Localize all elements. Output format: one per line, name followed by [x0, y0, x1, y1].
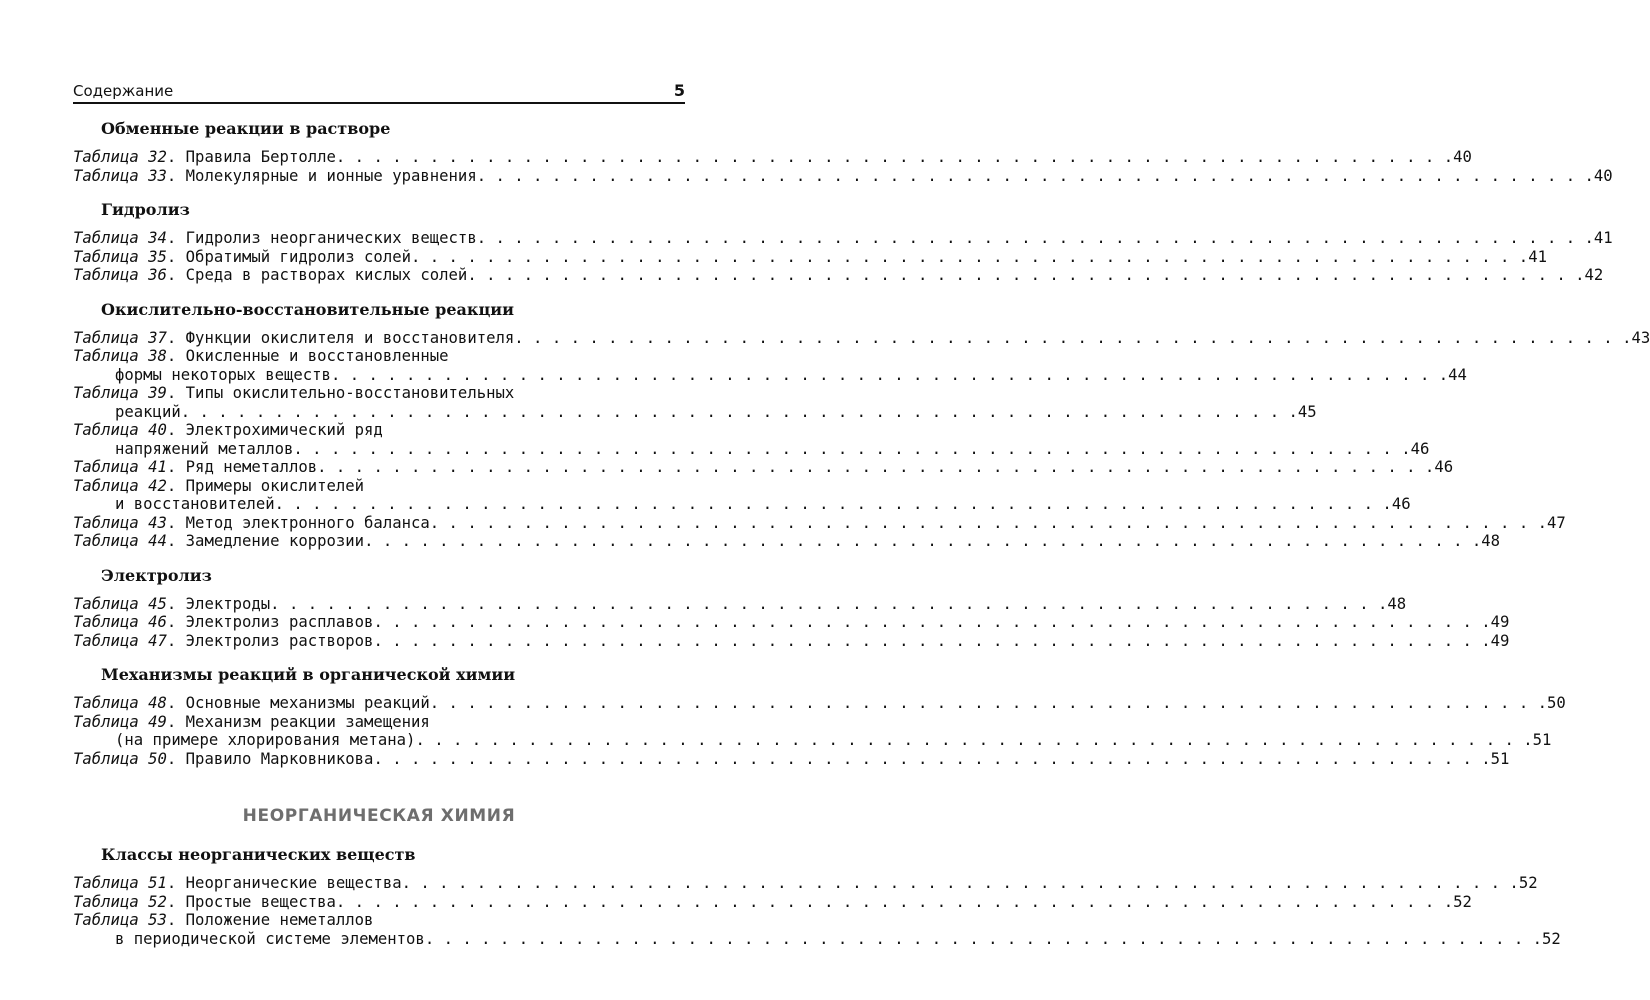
page-ref: 45	[1297, 402, 1317, 421]
label-separator: .	[166, 229, 186, 247]
table-label: Таблица 35	[73, 247, 167, 266]
label-separator: .	[166, 874, 186, 892]
toc-section	[73, 844, 1561, 948]
dot-leader: . . . . . . . . . . . . . . . . . . . . . . . . . . . . . . . . . . . . . . . . . . . . . . . . . . . . . . . . . . . .	[330, 365, 1449, 384]
label-separator: .	[166, 166, 186, 185]
toc-entry	[73, 458, 1454, 477]
toc-sections	[73, 118, 1650, 768]
page-ref: 51	[1532, 731, 1552, 749]
entry-line	[73, 731, 1552, 750]
label-separator: .	[166, 247, 186, 266]
toc-entry	[73, 148, 1472, 167]
entry-line	[73, 439, 1430, 459]
label-separator: .	[166, 347, 186, 365]
toc-entry	[73, 229, 1613, 248]
entry-line	[73, 328, 1650, 348]
table-label: Таблица 40	[73, 421, 167, 439]
page-ref: 52	[1518, 874, 1538, 892]
toc-entry	[73, 594, 1407, 614]
table-label: Таблица 44	[73, 532, 167, 550]
toc-entry	[73, 694, 1566, 713]
table-label: Таблица 38	[73, 347, 167, 365]
entry-line	[73, 247, 1547, 267]
table-label: Таблица 48	[73, 694, 167, 712]
entry-title: Правила Бертолле	[185, 148, 336, 166]
toc-section	[73, 299, 1650, 551]
toc-section	[73, 118, 1613, 185]
dot-leader: . . . . . . . . . . . . . . . . . . . . . . . . . . . . . . . . . . . . . . . . . . . . . . . . . . . . . . . . . . . .	[364, 532, 1482, 550]
page-ref: 40	[1593, 166, 1613, 185]
toc-entry	[73, 384, 1317, 421]
dot-leader: . . . . . . . . . . . . . . . . . . . . . . . . . . . . . . . . . . . . . . . . . . . . . . . . . . . . . . . . . . . .	[180, 402, 1298, 421]
entry-title: Типы окислительно-восстановительных	[185, 384, 515, 402]
entry-title: формы некоторых веществ	[115, 365, 331, 384]
label-separator: .	[166, 694, 186, 712]
toc-entry	[73, 328, 1650, 348]
page-ref: 46	[1410, 439, 1430, 458]
page-ref: 52	[1542, 929, 1561, 948]
entry-title: Правило Марковникова	[185, 749, 374, 768]
table-label: Таблица 37	[73, 328, 167, 347]
page-ref: 47	[1546, 513, 1566, 532]
label-separator: .	[166, 594, 186, 613]
toc-entry	[73, 532, 1501, 551]
entry-line	[73, 713, 685, 732]
entry-title: Электролиз растворов	[185, 631, 374, 650]
entry-title: Простые вещества	[185, 892, 336, 911]
toc-entry	[73, 749, 1510, 769]
entry-line	[73, 594, 1407, 614]
page-ref: 51	[1490, 749, 1510, 768]
page-ref: 41	[1593, 229, 1613, 247]
dot-leader: . . . . . . . . . . . . . . . . . . . . . . . . . . . . . . . . . . . . . . . . . . . . . . . . . . . . . . . . . . . .	[429, 513, 1547, 532]
entry-title: Функции окислителя и восстановителя	[185, 328, 515, 347]
page-ref: 48	[1481, 532, 1501, 550]
toc-entry	[73, 421, 1430, 458]
entry-line	[73, 495, 1411, 514]
table-label: Таблица 46	[73, 613, 167, 631]
entry-line	[73, 402, 1317, 422]
entry-title: в периодической системе элементов	[115, 929, 425, 948]
toc-section	[73, 199, 1613, 285]
label-separator: .	[166, 911, 186, 929]
entry-title: реакций	[115, 402, 181, 421]
dot-leader: . . . . . . . . . . . . . . . . . . . . . . . . . . . . . . . . . . . . . . . . . . . . . . . . . . . . . . . . . . . .	[424, 929, 1543, 948]
section-title: Гидролиз	[101, 200, 190, 219]
page-ref: 46	[1434, 458, 1454, 476]
label-separator: .	[166, 421, 186, 439]
dot-leader: . . . . . . . . . . . . . . . . . . . . . . . . . . . . . . . . . . . . . . . . . . . . . . . . . . . . . . . . . . . .	[335, 892, 1454, 911]
section-title: Окислительно-восстановительные реакции	[101, 299, 515, 319]
entry-line	[73, 874, 1538, 893]
toc-entry	[73, 266, 1604, 285]
label-separator: .	[166, 266, 186, 284]
entry-line	[73, 892, 1472, 912]
page-ref: 52	[1453, 892, 1472, 911]
entry-line	[73, 911, 685, 930]
entry-line	[73, 365, 1467, 385]
dot-leader: . . . . . . . . . . . . . . . . . . . . . . . . . . . . . . . . . . . . . . . . . . . . . . . . . . . . . . . . . . . .	[317, 458, 1435, 476]
entry-title: Электролиз расплавов	[185, 613, 374, 631]
table-label: Таблица 53	[73, 911, 167, 929]
toc-entry	[73, 476, 1411, 514]
entry-title: Среда в растворах кислых солей	[185, 266, 468, 284]
entry-title: Обратимый гидролиз солей	[185, 247, 411, 266]
entry-line	[73, 421, 685, 440]
section-title: Обменные реакции в растворе	[101, 119, 391, 138]
page-ref: 46	[1391, 495, 1411, 513]
page-ref: 41	[1528, 247, 1547, 266]
toc-entry	[73, 166, 1613, 186]
label-separator: .	[166, 148, 186, 166]
table-label: Таблица 36	[73, 266, 167, 284]
toc-entry	[73, 347, 1467, 384]
entry-line	[73, 613, 1510, 632]
dot-leader: . . . . . . . . . . . . . . . . . . . . . . . . . . . . . . . . . . . . . . . . . . . . . . . . . . . . . . . . . . . .	[415, 731, 1533, 749]
table-label: Таблица 50	[73, 749, 167, 768]
label-separator: .	[166, 476, 186, 495]
table-label: Таблица 32	[73, 148, 167, 166]
table-label: Таблица 49	[73, 712, 167, 731]
dot-leader: . . . . . . . . . . . . . . . . . . . . . . . . . . . . . . . . . . . . . . . . . . . . . . . . . . . . . . . . . . . .	[429, 694, 1547, 712]
label-separator: .	[166, 458, 186, 476]
entry-title: напряжений металлов	[115, 439, 294, 458]
dot-leader: . . . . . . . . . . . . . . . . . . . . . . . . . . . . . . . . . . . . . . . . . . . . . . . . . . . . . . . . . . . .	[411, 247, 1529, 266]
dot-leader: . . . . . . . . . . . . . . . . . . . . . . . . . . . . . . . . . . . . . . . . . . . . . . . . . . . . . . . . . . . .	[335, 148, 1454, 166]
dot-leader: . . . . . . . . . . . . . . . . . . . . . . . . . . . . . . . . . . . . . . . . . . . . . . . . . . . . . . . . . . . .	[476, 166, 1594, 185]
label-separator: .	[166, 384, 186, 402]
entry-line	[73, 229, 1613, 248]
entry-title: Гидролиз неорганических веществ	[185, 229, 477, 247]
table-label: Таблица 47	[73, 631, 167, 650]
entry-line	[73, 477, 685, 496]
entry-line	[73, 631, 1510, 651]
entry-title: Неорганические вещества	[185, 874, 402, 892]
page-ref: 50	[1546, 694, 1566, 712]
page-ref: 44	[1448, 365, 1467, 384]
entry-line	[73, 532, 1501, 551]
table-label: Таблица 52	[73, 892, 167, 911]
label-separator: .	[166, 532, 186, 550]
table-label: Таблица 51	[73, 874, 167, 892]
entry-line	[73, 513, 1566, 533]
table-label: Таблица 34	[73, 229, 167, 247]
toc-page	[73, 76, 1650, 948]
table-label: Таблица 45	[73, 594, 167, 613]
label-separator: .	[166, 631, 186, 650]
dot-leader: . . . . . . . . . . . . . . . . . . . . . . . . . . . . . . . . . . . . . . . . . . . . . . . . . . . . . . . . . . . .	[293, 439, 1411, 458]
section-title: Электролиз	[101, 565, 212, 585]
dot-leader: . . . . . . . . . . . . . . . . . . . . . . . . . . . . . . . . . . . . . . . . . . . . . . . . . . . . . . . . . . . .	[476, 229, 1594, 247]
label-separator: .	[166, 613, 186, 631]
label-separator: .	[166, 712, 186, 731]
dot-leader: . . . . . . . . . . . . . . . . . . . . . . . . . . . . . . . . . . . . . . . . . . . . . . . . . . . . . . . . . . . .	[373, 631, 1491, 650]
entry-title: Основные механизмы реакций	[185, 694, 430, 712]
table-label: Таблица 42	[73, 476, 167, 495]
table-label: Таблица 41	[73, 458, 167, 476]
page-number: 5	[673, 81, 685, 100]
entry-line	[73, 347, 685, 366]
section-title: Классы неорганических веществ	[101, 845, 416, 864]
toc-entry	[73, 874, 1538, 893]
page-ref: 49	[1490, 613, 1510, 631]
page-ref: 42	[1584, 266, 1604, 284]
toc-section	[73, 565, 1510, 651]
running-head	[73, 76, 685, 104]
toc-entry	[73, 892, 1472, 912]
entry-line	[73, 694, 1566, 713]
entry-line	[73, 166, 1613, 186]
toc-entry	[73, 631, 1510, 651]
entry-title: Замедление коррозии	[185, 532, 365, 550]
entry-title: Метод электронного баланса	[185, 513, 430, 532]
entry-title: Примеры окислителей	[185, 476, 365, 495]
entry-line	[73, 458, 1454, 477]
dot-leader: . . . . . . . . . . . . . . . . . . . . . . . . . . . . . . . . . . . . . . . . . . . . . . . . . . . . . . . . . . . .	[373, 613, 1491, 631]
toc-sections-inorganic	[73, 844, 1561, 948]
table-label: Таблица 43	[73, 513, 167, 532]
entry-line	[73, 148, 1472, 167]
dot-leader: . . . . . . . . . . . . . . . . . . . . . . . . . . . . . . . . . . . . . . . . . . . . . . . . . . . . . . . . . . . .	[373, 749, 1491, 768]
table-label: Таблица 33	[73, 166, 167, 185]
entry-title: (на примере хлорирования метана)	[115, 731, 416, 749]
entry-title: Положение неметаллов	[185, 911, 374, 929]
toc-entry	[73, 613, 1510, 632]
label-separator: .	[166, 328, 186, 347]
page-ref: 49	[1490, 631, 1510, 650]
dot-leader: . . . . . . . . . . . . . . . . . . . . . . . . . . . . . . . . . . . . . . . . . . . . . . . . . . . . . . . . . . . .	[270, 594, 1388, 613]
page-ref: 48	[1387, 594, 1407, 613]
entry-title: Окисленные и восстановленные	[185, 347, 449, 365]
entry-title: Электрохимический ряд	[185, 421, 383, 439]
toc-section	[73, 664, 1566, 768]
toc-entry	[73, 247, 1547, 267]
page-ref: 43	[1631, 328, 1650, 347]
entry-line	[73, 266, 1604, 285]
dot-leader: . . . . . . . . . . . . . . . . . . . . . . . . . . . . . . . . . . . . . . . . . . . . . . . . . . . . . . . . . . . .	[274, 495, 1392, 513]
entry-line	[73, 749, 1510, 769]
toc-entry	[73, 513, 1566, 533]
page-ref: 40	[1453, 148, 1472, 166]
entry-title: Молекулярные и ионные уравнения	[185, 166, 477, 185]
table-label: Таблица 39	[73, 384, 167, 402]
entry-title: и восстановителей	[115, 495, 275, 513]
section-title: Механизмы реакций в органической химии	[101, 665, 516, 684]
toc-entry	[73, 712, 1552, 750]
entry-line	[73, 929, 1561, 949]
label-separator: .	[166, 892, 186, 911]
entry-title: Ряд неметаллов	[185, 458, 318, 476]
entry-title: Механизм реакции замещения	[185, 712, 430, 731]
dot-leader: . . . . . . . . . . . . . . . . . . . . . . . . . . . . . . . . . . . . . . . . . . . . . . . . . . . . . . . . . . . .	[467, 266, 1585, 284]
dot-leader: . . . . . . . . . . . . . . . . . . . . . . . . . . . . . . . . . . . . . . . . . . . . . . . . . . . . . . . . . . . .	[514, 328, 1632, 347]
toc-entry	[73, 911, 1561, 948]
entry-title: Электроды	[185, 594, 271, 613]
label-separator: .	[166, 513, 186, 532]
dot-leader: . . . . . . . . . . . . . . . . . . . . . . . . . . . . . . . . . . . . . . . . . . . . . . . . . . . . . . . . . . . .	[401, 874, 1519, 892]
part-heading: НЕОРГАНИЧЕСКАЯ ХИМИЯ	[242, 806, 516, 826]
running-head-title: Содержание	[73, 82, 174, 100]
entry-line	[73, 384, 685, 403]
label-separator: .	[166, 749, 186, 768]
